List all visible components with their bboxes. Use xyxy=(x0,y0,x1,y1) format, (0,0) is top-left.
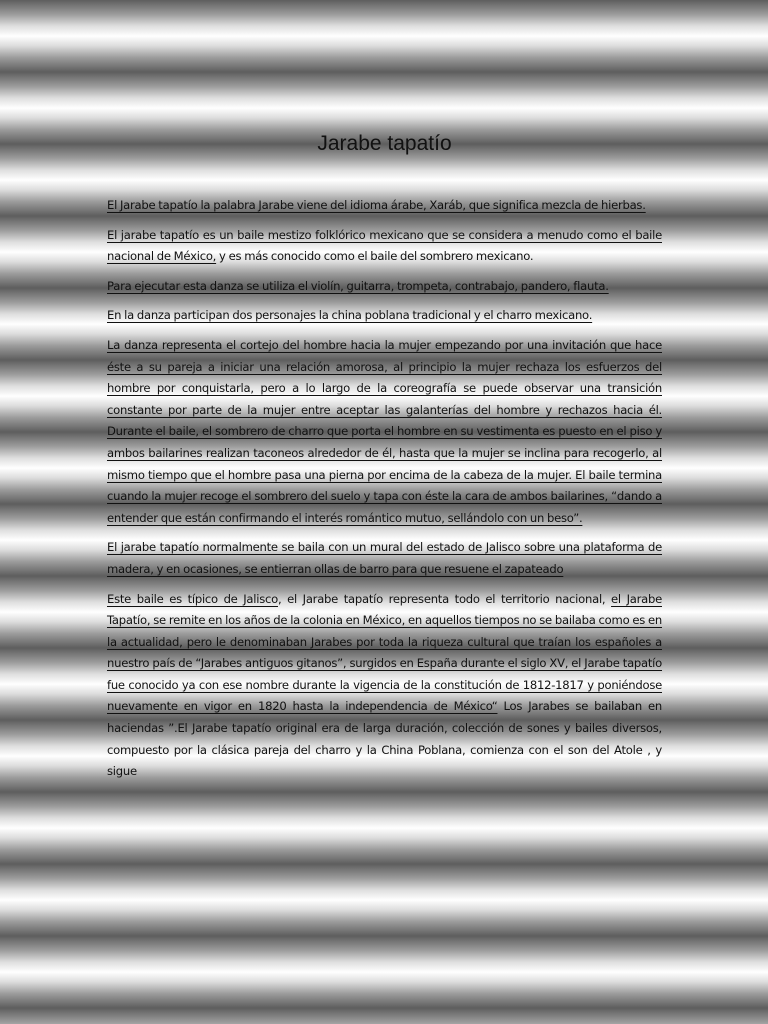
paragraph-2-text-underlined: El jarabe tapatío es un baile mestizo folklórico mexicano que se considera a menudo como el baile nacional de México, xyxy=(107,227,662,264)
paragraph-5-text: La danza representa el cortejo del hombre hacia la mujer empezando por una invitación que hace éste a su pareja a iniciar una relación amorosa, al principio la mujer rechaza los esfuerzos del hombre por conquistarla, pero a lo largo de la coreografía se puede observar una transición constante por parte de la mujer entre aceptar las galanterías del hombre y rechazos hacia él. Durante el baile, el sombrero de charro que porta el hombre en su vestimenta es puesto en el piso y ambos bailarines realizan taconeos alrededor de él, hasta que la mujer se inclina para recogerlo, al mismo tiempo que el hombre pasa una pierna por encima de la cabeza de la mujer. El baile termina cuando la mujer recoge el sombrero del suelo y tapa con éste la cara de ambos bailarines, “dando a entender que están confirmando el interés romántico mutuo, sellándolo con un beso”. xyxy=(107,337,662,525)
paragraph-4 xyxy=(107,305,662,327)
document-title: Jarabe tapatío xyxy=(317,132,452,155)
paragraph-3 xyxy=(107,276,662,298)
paragraph-5 xyxy=(107,335,662,529)
paragraph-7 xyxy=(107,589,662,783)
paragraph-6-text: El jarabe tapatío normalmente se baila con un mural del estado de Jalisco sobre una plataforma de madera, y en ocasiones, se entierran ollas de barro para que resuene el zapateado xyxy=(107,540,662,576)
paragraph-4-text: En la danza participan dos personajes la china poblana tradicional y el charro mexicano. xyxy=(107,308,593,323)
paragraph-1-text: El Jarabe tapatío la palabra Jarabe viene del idioma árabe, Xaráb, que significa mezcla de hierbas. xyxy=(107,198,646,212)
paragraph-6 xyxy=(107,537,662,580)
paragraph-2-text: y es más conocido como el baile del sombrero mexicano. xyxy=(216,249,534,264)
document-page xyxy=(107,128,662,791)
paragraph-7-text-a: , el Jarabe tapatío representa todo el territorio nacional, xyxy=(277,591,612,606)
paragraph-7-text-underlined-b: el Jarabe Tapatío, se remite en los años de la colonia en México, en aquellos tiempos no se bailaba como es en la actualidad, pero le denominaban Jarabes por toda la riqueza cultural que traían los españoles a nuestro país de “Jarabes antiguos gitanos”, surgidos en España durante el siglo XV, el Jarabe tapatío fue conocido ya con ese nombre durante la vigencia de la constitución de 1812-1817 y poniéndose nuevamente en vigor en 1820 hasta la independencia de México“ xyxy=(107,591,662,714)
paragraph-7-text-b: Los Jarabes se bailaban en haciendas ”.El Jarabe tapatío original era de larga duración, colección de sones y bailes diversos, compuesto por la clásica pareja del charro y la China Poblana, comienza con el son del Atole , y sigue xyxy=(107,699,662,779)
paragraph-7-text-underlined-a: Este baile es típico de Jalisco xyxy=(107,591,278,606)
paragraph-1 xyxy=(107,195,662,217)
paragraph-3-text: Para ejecutar esta danza se utiliza el violín, guitarra, trompeta, contrabajo, pandero, flauta. xyxy=(107,278,609,293)
paragraph-2 xyxy=(107,225,662,268)
